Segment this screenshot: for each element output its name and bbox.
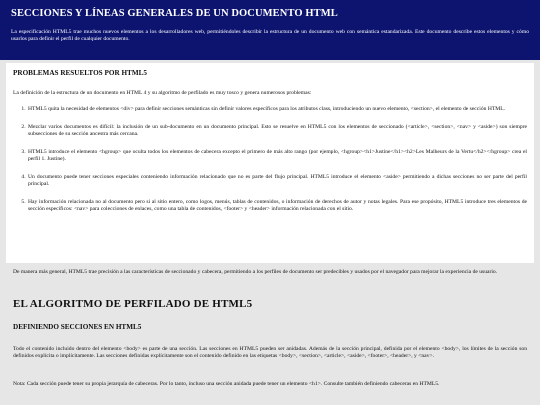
defining-sections-title: DEFINIENDO SECCIONES EN HTML5: [13, 323, 142, 331]
defining-sections-text: Todo el contenido incluido dentro del elemento <body> es parte de una sección. Las secciones en HTML5 pueden ser anidadas. Además de la sección principal, definida por el elemento <body>, los límites de la sección son definidos explícita o implícitamente. Las secciones definidas explícitamente son el contenido definido en las etiquetas <body>, <section>, <article>, <aside>, <footer>, <header>, y <nav>.: [13, 346, 527, 359]
page-header: [0, 0, 540, 60]
problems-intro: La definición de la estructura de un documento en HTML 4 y su algoritmo de perfilado es muy tosco y genera numerosos problemas:: [13, 90, 312, 96]
summary-paragraph: De manera más general, HTML5 trae precisión a las características de seccionado y cabecera, permitiendo a los perfiles de documento ser predecibles y usados por el navegador para mejorar la experiencia de usuario.: [13, 269, 498, 275]
note-paragraph: Nota: Cada sección puede tener su propia jerarquía de cabeceras. Por lo tanto, incluso una sección anidada puede tener un elemento <h1>. Consulte también definiendo cabeceras en HTML5.: [13, 381, 440, 387]
list-item: 3. HTML5 introduce el elemento <hgroup> que oculta todos los elementos de cabecera excepto el primero de más alto rango (por ejemplo, <hgroup><h1>Justine</h1><h2>Les Malheurs de la Vertu</h2></hgroup> crea el perfil 1. Justine).: [27, 149, 527, 163]
page-title: SECCIONES Y LÍNEAS GENERALES DE UN DOCUMENTO HTML: [11, 8, 338, 19]
list-item: 2. Mezclar varios documentos es difícil: la inclusión de un sub-documento en un documento principal. Esto se resuelve en HTML5 con los elementos de seccionado (<article>, <section>, <nav> y <aside>) son siempre subsecciones de su sección ancestra más cercana.: [27, 124, 527, 138]
list-item: 5. Hay información relacionada no al documento pero si al sitio entero, como logos, menús, tablas de contenidos, o información de derechos de autor y notas legales. Para ese propósito, HTML5 introduce tres elementos de sección específicos: <nav> para colecciones de enlaces, como una tabla de contenidos, <footer> y <header> información relacionada con el sitio.: [27, 199, 527, 213]
list-item: 4. Un documento puede tener secciones especiales conteniendo información relacionado que no es parte del flujo principal. HTML5 introduce el elemento <aside> permitiendo a dichas secciones no ser parte del perfil principal.: [27, 174, 527, 188]
problems-title: PROBLEMAS RESUELTOS POR HTML5: [13, 69, 147, 77]
problems-section: [6, 63, 534, 263]
algorithm-title: EL ALGORITMO DE PERFILADO DE HTML5: [13, 298, 253, 310]
problems-list: [13, 106, 527, 213]
page-description: La especificación HTML5 trae muchos nuevos elementos a los desarrolladores web, permitiéndoles describir la estructura de un documento web con semántica estandarizada. Este documento describe estos elementos y cómo usarlos para definir el perfil de cualquier documento.: [11, 29, 529, 42]
list-item: 1. HTML5 quita la necesidad de elementos <div> para definir secciones semánticas sin definir valores específicos para los atributos class, introduciendo un nuevo elemento, <section>, el elemento de sección HTML.: [27, 106, 527, 113]
